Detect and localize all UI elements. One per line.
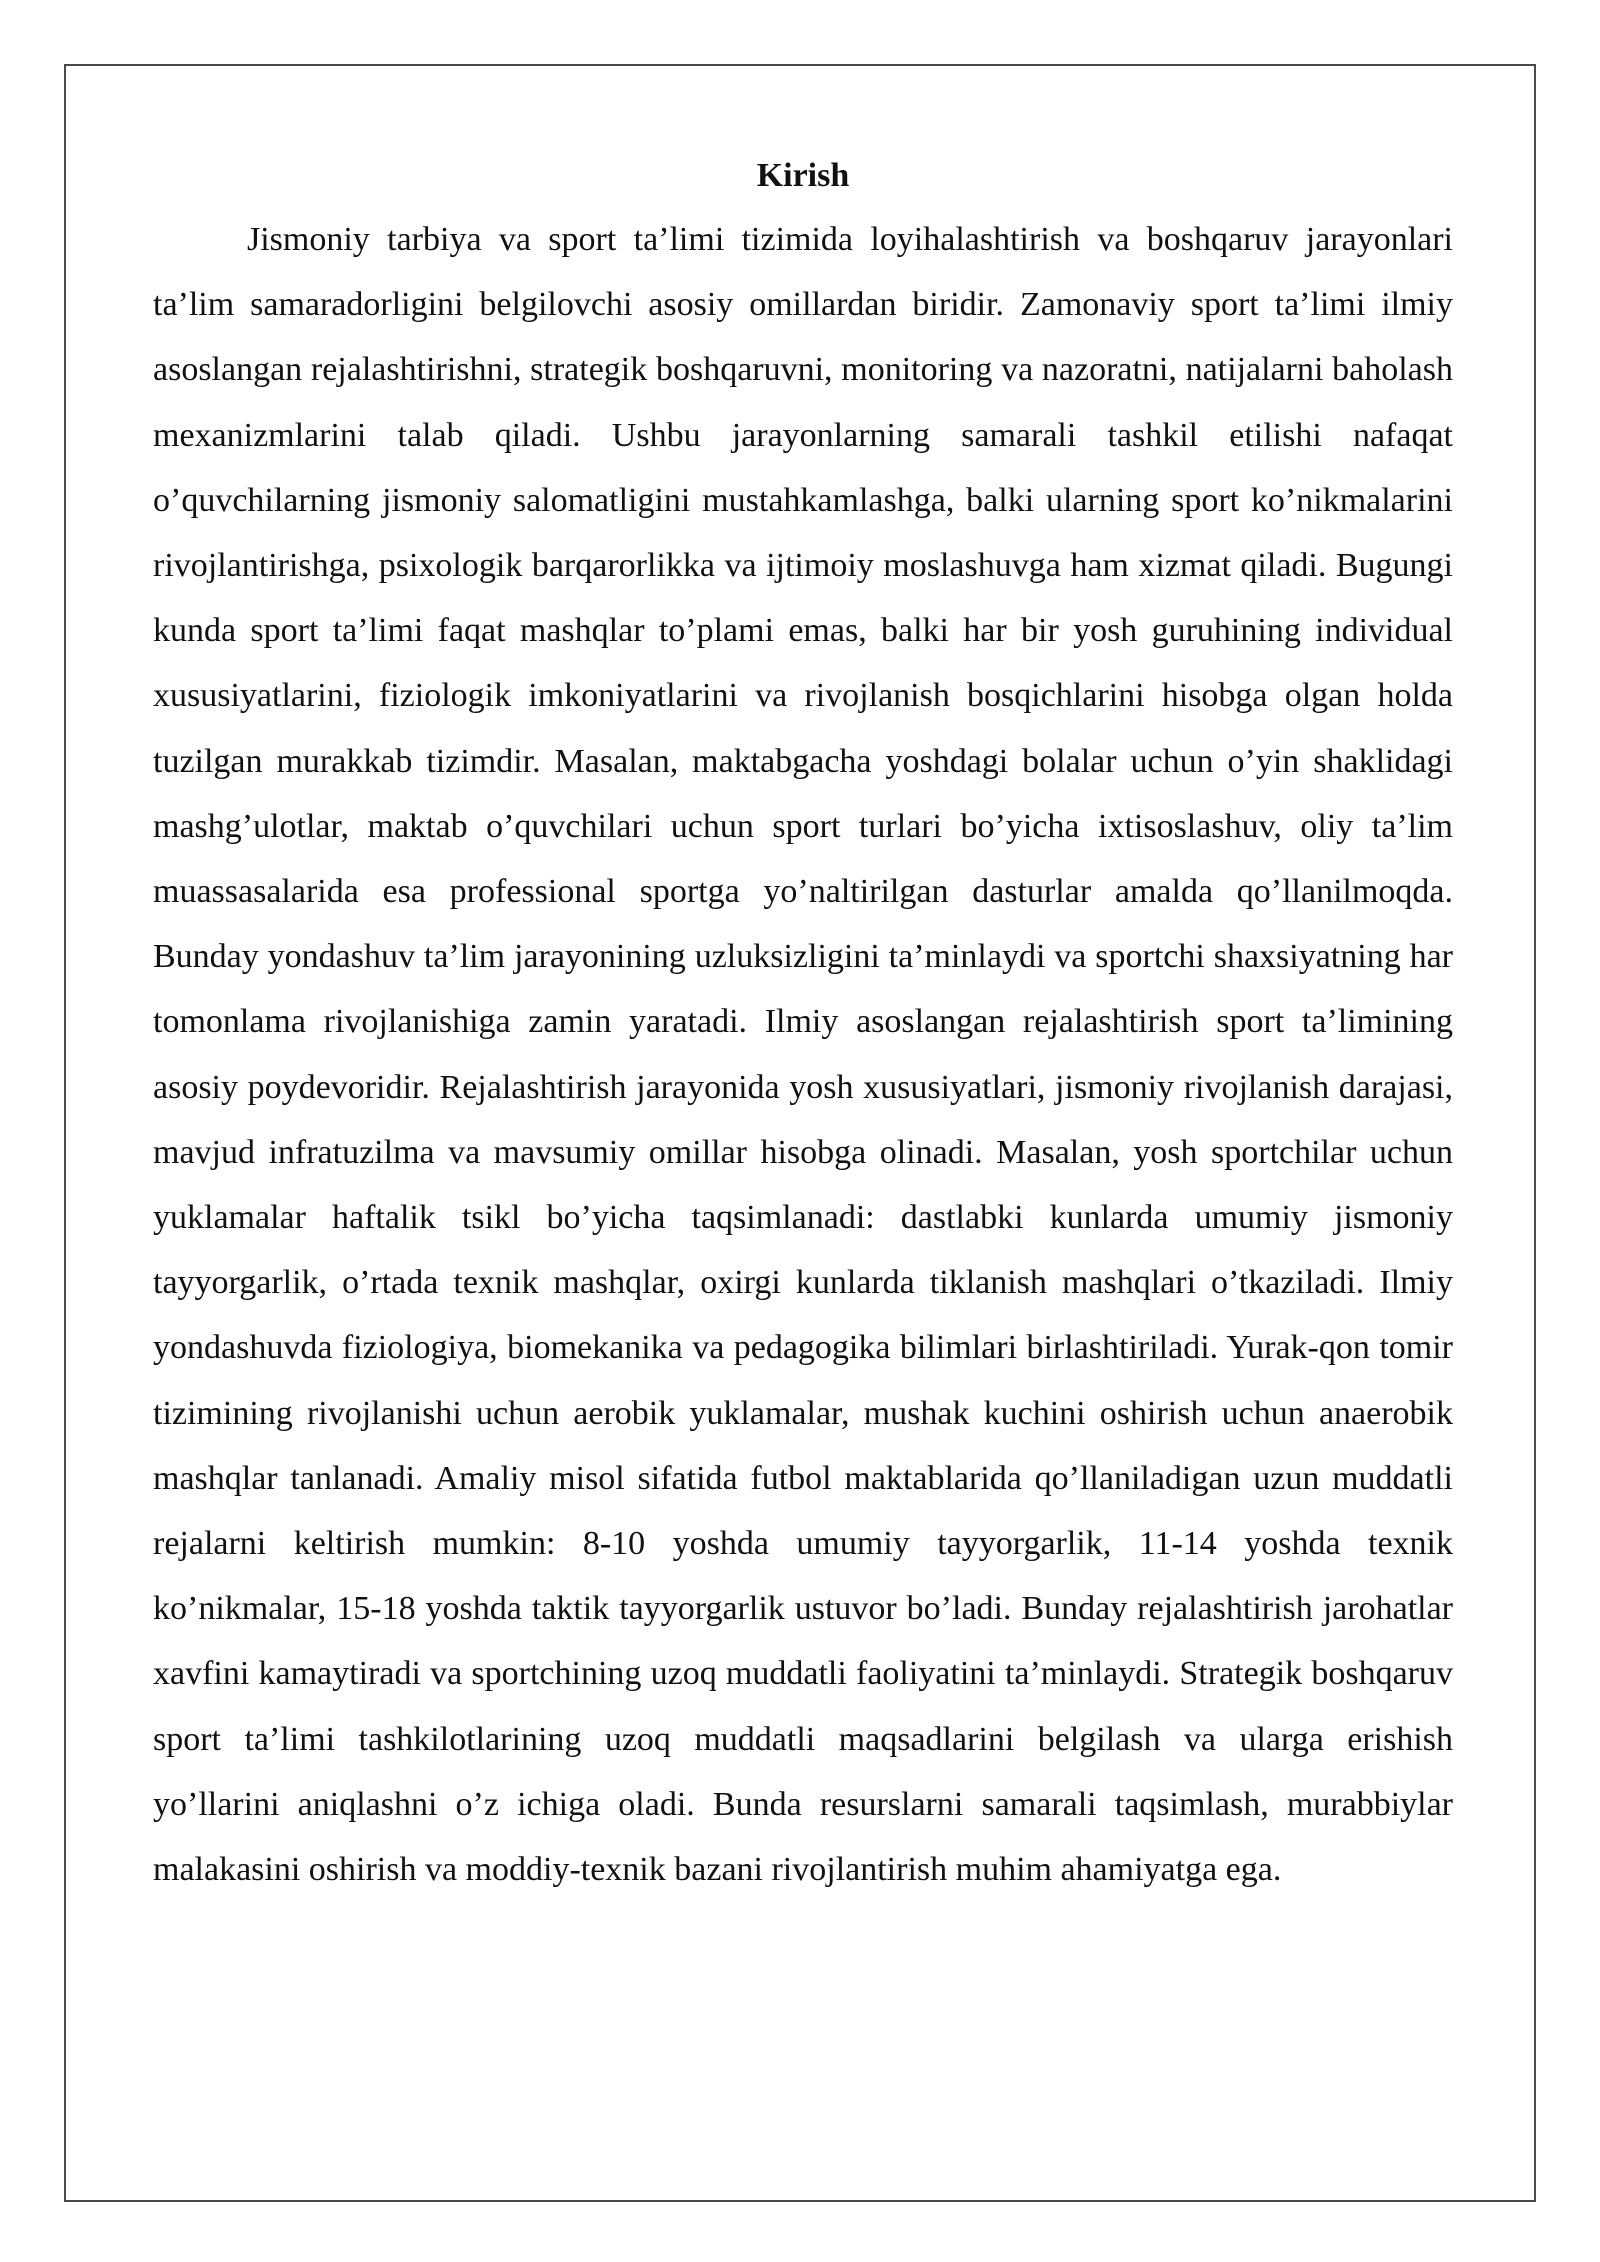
document-body [153, 145, 1453, 1902]
page-title: Kirish [756, 157, 850, 194]
body-paragraph: Jismoniy tarbiya va sport ta’limi tizimida loyihalashtirish va boshqaruv jarayonlari ta’lim samaradorligini belgilovchi asosiy omillardan biridir. Zamonaviy sport ta’limi ilmiy asoslangan rejalashtirishni, strategik boshqaruvni, monitoring va nazoratni, natijalarni baholash mexanizmlarini talab qiladi. Ushbu jarayonlarning samarali tashkil etilishi nafaqat o’quvchilarning jismoniy salomatligini mustahkamlashga, balki ularning sport ko’nikmalarini rivojlantirishga, psixologik barqarorlikka va ijtimoiy moslashuvga ham xizmat qiladi. Bugungi kunda sport ta’limi faqat mashqlar to’plami emas, balki har bir yosh guruhining individual xususiyatlarini, fiziologik imkoniyatlarini va rivojlanish bosqichlarini hisobga olgan holda tuzilgan murakkab tizimdir. Masalan, maktabgacha yoshdagi bolalar uchun o’yin shaklidagi mashg’ulotlar, maktab o’quvchilari uchun sport turlari bo’yicha ixtisoslashuv, oliy ta’lim muassasalarida esa professional sportga yo’naltirilgan dasturlar amalda qo’llanilmoqda. Bunday yondashuv ta’lim jarayonining uzluksizligini ta’minlaydi va sportchi shaxsiyatning har tomonlama rivojlanishiga zamin yaratadi. Ilmiy asoslangan rejalashtirish sport ta’limining asosiy poydevoridir. Rejalashtirish jarayonida yosh xususiyatlari, jismoniy rivojlanish darajasi, mavjud infratuzilma va mavsumiy omillar hisobga olinadi. Masalan, yosh sportchilar uchun yuklamalar haftalik tsikl bo’yicha taqsimlanadi: dastlabki kunlarda umumiy jismoniy tayyorgarlik, o’rtada texnik mashqlar, oxirgi kunlarda tiklanish mashqlari o’tkaziladi. Ilmiy yondashuvda fiziologiya, biomekanika va pedagogika bilimlari birlashtiriladi. Yurak-qon tomir tizimining rivojlanishi uchun aerobik yuklamalar, mushak kuchini oshirish uchun anaerobik mashqlar tanlanadi. Amaliy misol sifatida futbol maktablarida qo’llaniladigan uzun muddatli rejalarni keltirish mumkin: 8-10 yoshda umumiy tayyorgarlik, 11-14 yoshda texnik ko’nikmalar, 15-18 yoshda taktik tayyorgarlik ustuvor bo’ladi. Bunday rejalashtirish jarohatlar xavfini kamaytiradi va sportchining uzoq muddatli faoliyatini ta’minlaydi. Strategik boshqaruv sport ta’limi tashkilotlarining uzoq muddatli maqsadlarini belgilash va ularga erishish yo’llarini aniqlashni o’z ichiga oladi. Bunda resurslarni samarali taqsimlash, murabbiylar malakasini oshirish va moddiy-texnik bazani rivojlantirish muhim ahamiyatga ega. [153, 221, 1453, 1889]
